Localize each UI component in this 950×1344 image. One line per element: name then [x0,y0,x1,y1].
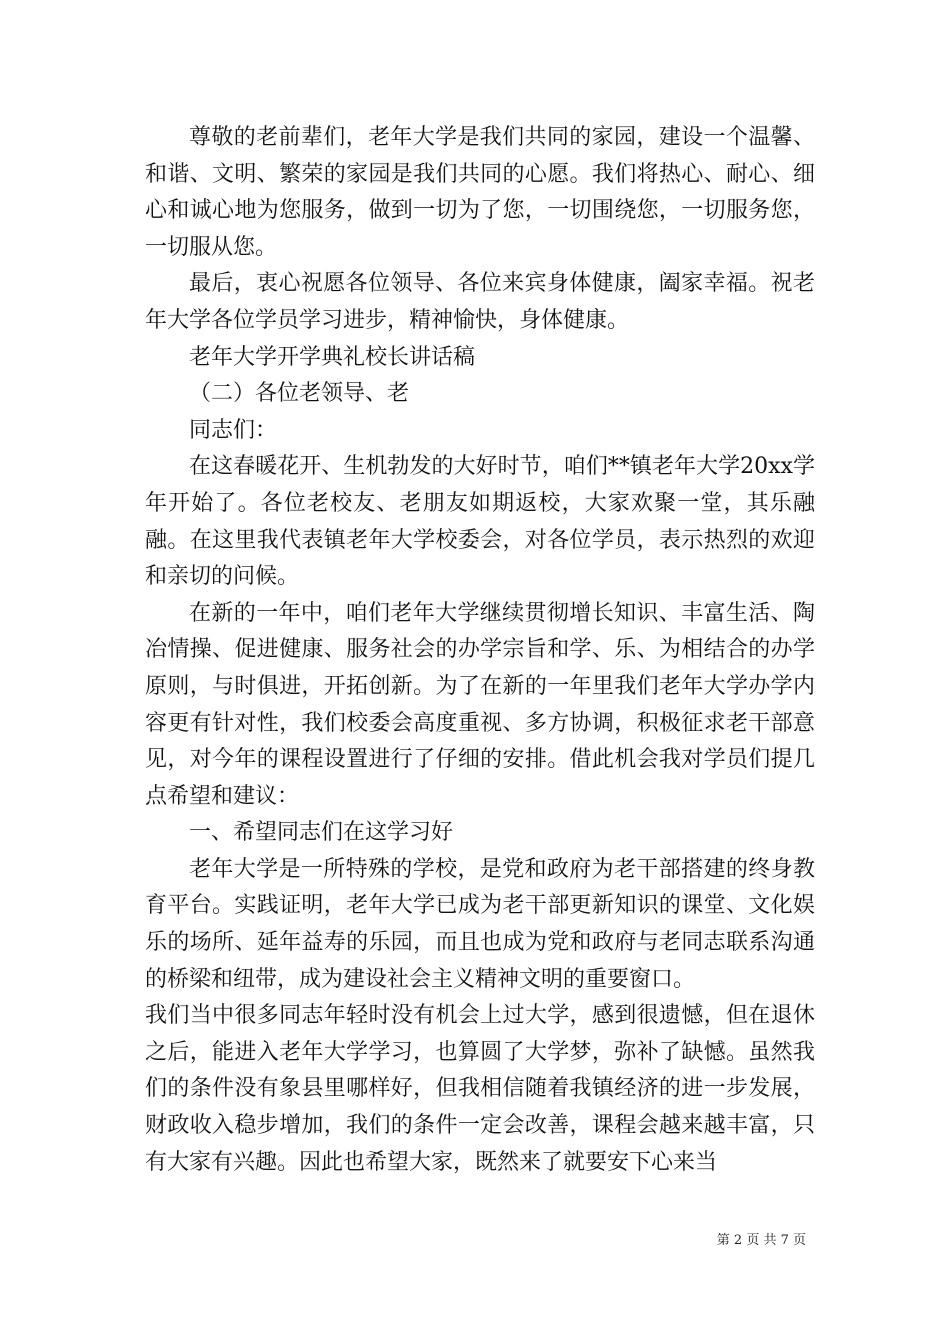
paragraph-2: 最后，衷心祝愿各位领导、各位来宾身体健康，阖家幸福。祝老年大学各位学员学习进步，精神愉快，身体健康。 [145,271,815,333]
paragraph-4: 在新的一年中，咱们老年大学继续贯彻增长知识、丰富生活、陶冶情操、促进健康、服务社会的办学宗旨和学、乐、为相结合的办学原则，与时俱进，开拓创新。为了在新的一年里我们老年大学办学内容更有针对性，我们校委会高度重视、多方协调，积极征求老干部意见，对今年的课程设置进行了仔细的安排。借此机会我对学员们提几点希望和建议： [145,600,815,809]
salutation-part-2: 同志们： [189,417,278,443]
salutation-part-1: （二）各位老领导、老 [189,381,410,407]
paragraph-1: 尊敬的老前辈们，老年大学是我们共同的家园，建设一个温馨、和谐、文明、繁荣的家园是我们共同的心愿。我们将热心、耐心、细心和诚心地为您服务，做到一切为了您，一切围绕您，一切服务您，一切服从您。 [145,125,815,260]
paragraph-5: 老年大学是一所特殊的学校，是党和政府为老干部搭建的终身教育平台。实践证明，老年大学已成为老干部更新知识的课堂、文化娱乐的场所、延年益寿的乐园，而且也成为党和政府与老同志联系沟通的桥梁和纽带，成为建设社会主义精神文明的重要窗口。 [145,856,815,992]
paragraph-6: 我们当中很多同志年轻时没有机会上过大学，感到很遗憾，但在退休之后，能进入老年大学学习，也算圆了大学梦，弥补了缺憾。虽然我们的条件没有象县里哪样好，但我相信随着我镇经济的进一步发展，财政收入稳步增加，我们的条件一定会改善，课程会越来越丰富，只有大家有兴趣。因此也希望大家，既然来了就要安下心来当 [145,1003,815,1175]
section-heading-1: 一、希望同志们在这学习好 [189,820,454,846]
speech-title: 老年大学开学典礼校长讲话稿 [189,344,476,370]
page-number-footer: 第 2 页 共 7 页 [716,1233,806,1248]
paragraph-3: 在这春暖花开、生机勃发的大好时节，咱们**镇老年大学20xx学年开始了。各位老校友、老朋友如期返校，大家欢聚一堂，其乐融融。在这里我代表镇老年大学校委会，对各位学员，表示热烈的欢迎和亲切的问候。 [145,454,815,590]
document-body [145,120,815,1181]
